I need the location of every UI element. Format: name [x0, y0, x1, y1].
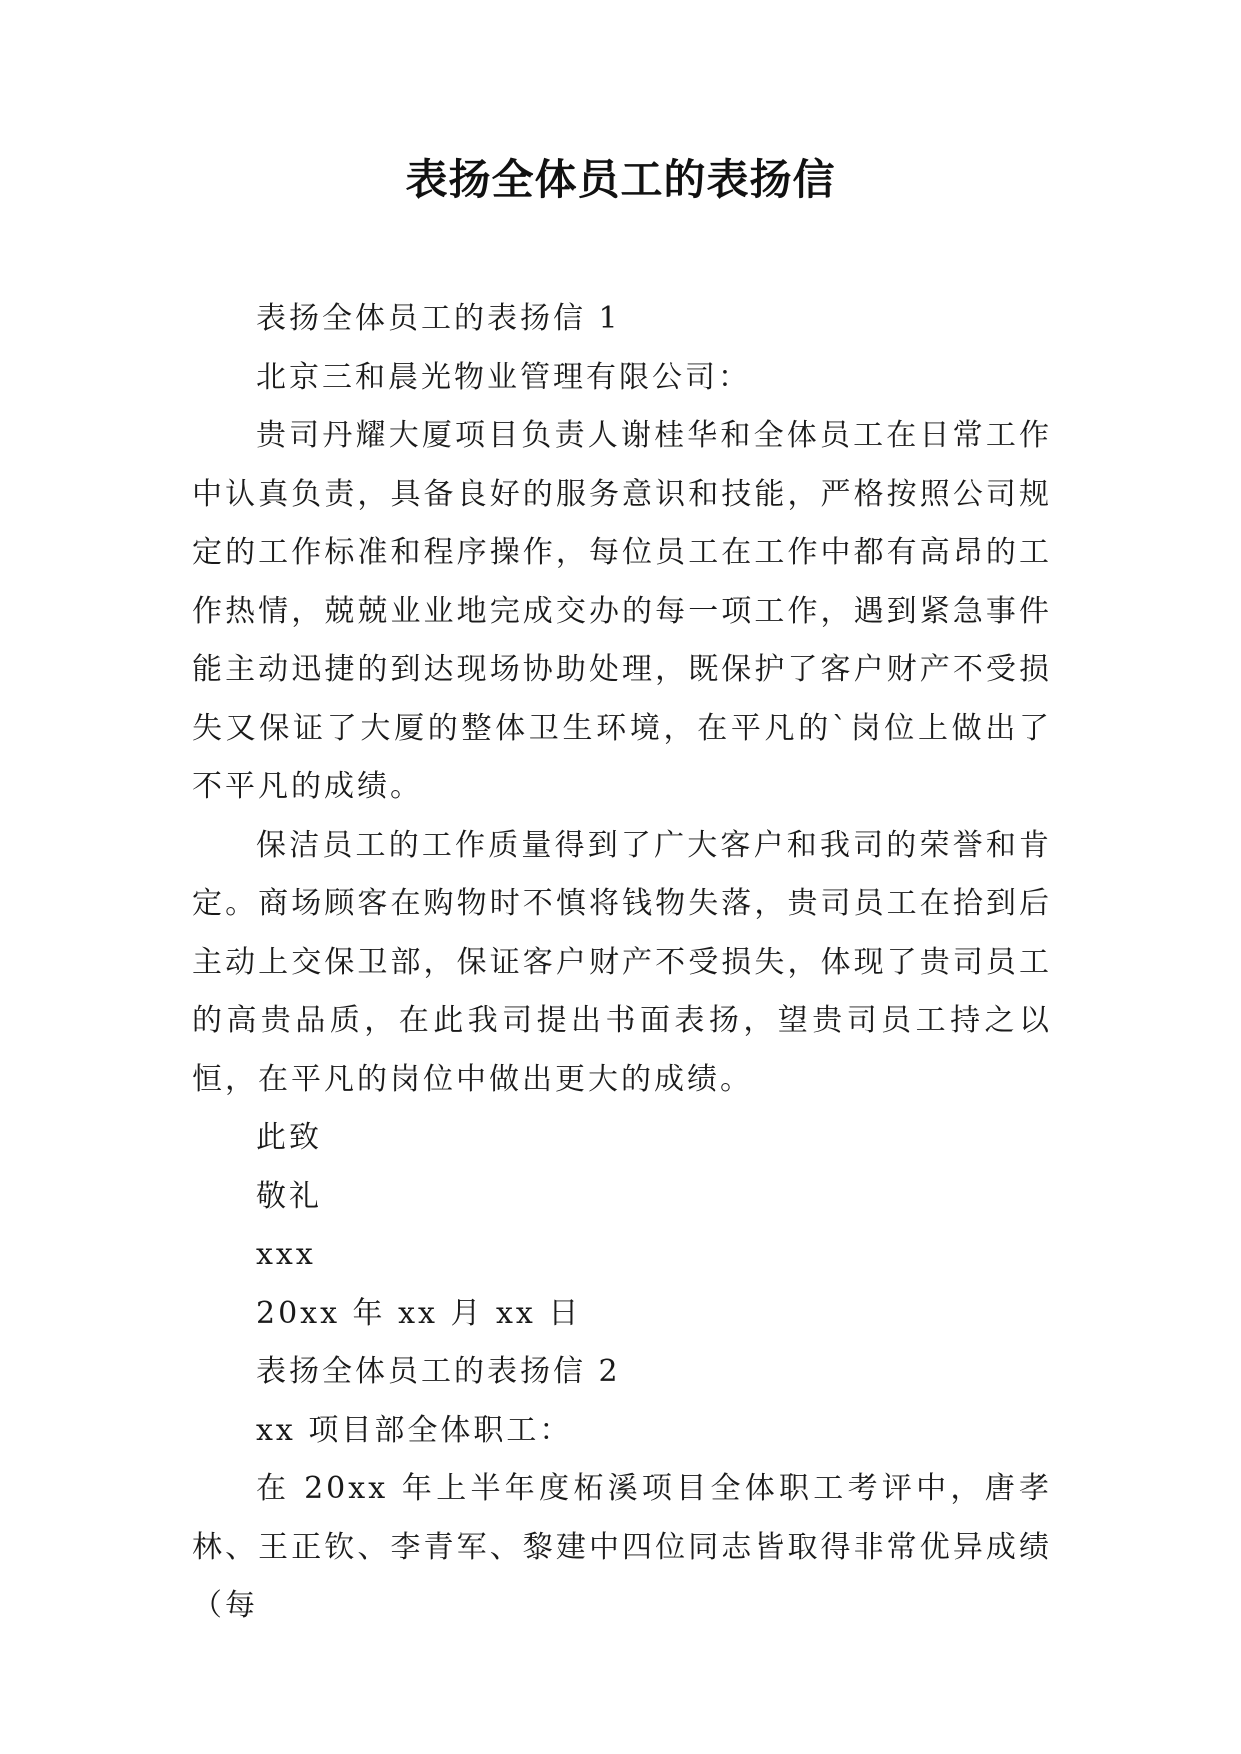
letter-recipient-1: 北京三和晨光物业管理有限公司： [256, 359, 751, 395]
letter-paragraph: 保洁员工的工作质量得到了广大客户和我司的荣誉和肯定。商场顾客在购物时不慎将钱物失落，贵司员工在拾到后主动上交保卫部，保证客户财产不受损失，体现了贵司员工的高贵品质，在此我司提出书面表扬，望贵司员工持之以恒，在平凡的岗位中做出更大的成绩。 [192, 827, 1052, 1097]
letter-paragraph: 贵司丹耀大厦项目负责人谢桂华和全体员工在日常工作中认真负责，具备良好的服务意识和技能，严格按照公司规定的工作标准和程序操作，每位员工在工作中都有高昂的工作热情，兢兢业业地完成交办的每一项工作，遇到紧急事件能主动迅捷的到达现场协助处理，既保护了客户财产不受损失又保证了大厦的整体卫生环境，在平凡的`岗位上做出了不平凡的成绩。 [192, 418, 1052, 804]
closing-regards: 敬礼 [256, 1178, 322, 1214]
document-body [192, 290, 1052, 1636]
document-title: 表扬全体员工的表扬信 [405, 155, 836, 204]
letter-date: 20xx 年 xx 月 xx 日 [256, 1295, 582, 1331]
letter-heading-2: 表扬全体员工的表扬信 2 [256, 1354, 621, 1389]
closing-salutation: 此致 [256, 1120, 322, 1155]
letter-heading-1: 表扬全体员工的表扬信 1 [256, 301, 621, 336]
letter-paragraph: 在 20xx 年上半年度柘溪项目全体职工考评中，唐孝林、王正钦、李青军、黎建中四位同志皆取得非常优异成绩（每 [192, 1471, 1052, 1623]
signature: xxx [256, 1237, 316, 1272]
letter-recipient-2: xx 项目部全体职工： [256, 1412, 573, 1448]
